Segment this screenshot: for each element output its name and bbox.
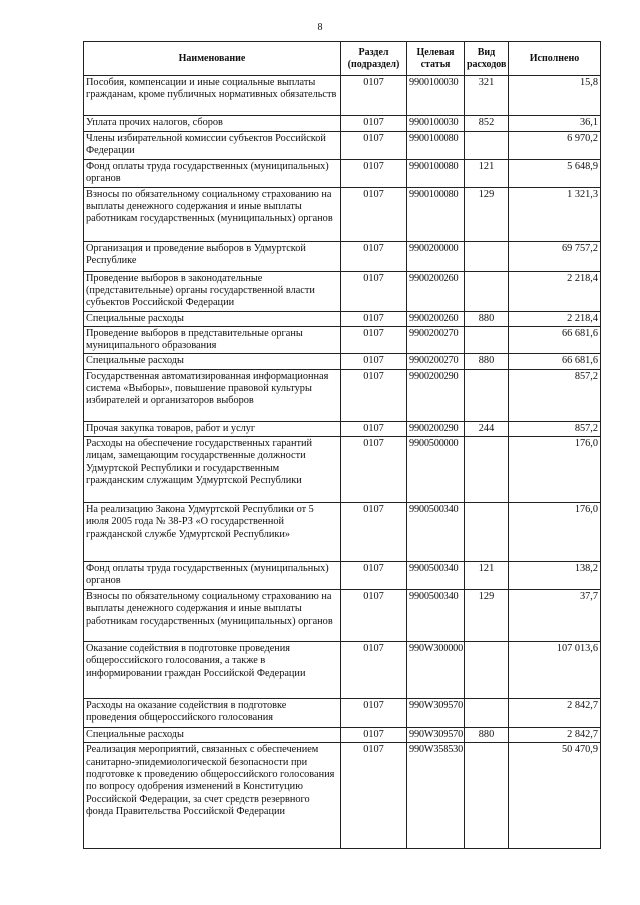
cell-name: Расходы на обеспечение государственных гарантий лицам, замещающим государственные должности Удмуртской Республики и государственным гражданским служащим Удмуртской Республики — [84, 437, 341, 503]
header-name: Наименование — [84, 42, 341, 76]
table-row — [84, 369, 601, 421]
cell-done: 50 470,9 — [509, 743, 601, 849]
cell-section: 0107 — [341, 699, 407, 728]
cell-section: 0107 — [341, 116, 407, 132]
cell-name: Фонд оплаты труда государственных (муниципальных) органов — [84, 159, 341, 187]
cell-article: 9900200260 — [407, 271, 465, 311]
table-row — [84, 241, 601, 271]
cell-name: Реализация мероприятий, связанных с обеспечением санитарно-эпидемиологической безопасности при подготовке к проведению общероссийского голосования по вопросу одобрения изменений в Конституцию Российской Федерации, за счет средств резервного фонда Правительства Российской Федерации — [84, 743, 341, 849]
cell-section: 0107 — [341, 354, 407, 369]
table-row — [84, 116, 601, 132]
cell-done: 66 681,6 — [509, 354, 601, 369]
cell-name: Взносы по обязательному социальному страхованию на выплаты денежного содержания и иные выплаты работникам государственных (муниципальных) органов — [84, 187, 341, 241]
table-row — [84, 642, 601, 699]
cell-name: Проведение выборов в законодательные (представительные) органы государственной власти субъектов Российской Федерации — [84, 271, 341, 311]
cell-kind — [465, 699, 509, 728]
table-row — [84, 326, 601, 354]
cell-done: 176,0 — [509, 503, 601, 562]
cell-kind — [465, 271, 509, 311]
cell-kind — [465, 437, 509, 503]
table-row — [84, 590, 601, 642]
header-section: Раздел (подраздел) — [341, 42, 407, 76]
cell-name: Пособия, компенсации и иные социальные выплаты гражданам, кроме публичных нормативных обязательств — [84, 76, 341, 116]
cell-section: 0107 — [341, 311, 407, 326]
cell-name: Специальные расходы — [84, 354, 341, 369]
cell-name: Члены избирательной комиссии субъектов Российской Федерации — [84, 132, 341, 160]
table-row — [84, 743, 601, 849]
table-row — [84, 562, 601, 590]
cell-article: 9900200290 — [407, 421, 465, 436]
cell-done: 69 757,2 — [509, 241, 601, 271]
cell-kind: 880 — [465, 354, 509, 369]
cell-article: 9900500340 — [407, 503, 465, 562]
cell-article: 9900200290 — [407, 369, 465, 421]
cell-kind — [465, 642, 509, 699]
cell-article: 9900100030 — [407, 76, 465, 116]
cell-article: 9900200000 — [407, 241, 465, 271]
cell-article: 990W300000 — [407, 642, 465, 699]
cell-kind: 852 — [465, 116, 509, 132]
cell-kind — [465, 369, 509, 421]
cell-name: Прочая закупка товаров, работ и услуг — [84, 421, 341, 436]
cell-kind: 129 — [465, 590, 509, 642]
cell-article: 9900200270 — [407, 326, 465, 354]
cell-done: 176,0 — [509, 437, 601, 503]
page-number: 8 — [317, 22, 323, 33]
cell-article: 9900200260 — [407, 311, 465, 326]
cell-section: 0107 — [341, 728, 407, 743]
cell-kind — [465, 241, 509, 271]
cell-kind: 244 — [465, 421, 509, 436]
cell-done: 37,7 — [509, 590, 601, 642]
cell-done: 857,2 — [509, 369, 601, 421]
cell-kind: 121 — [465, 562, 509, 590]
cell-section: 0107 — [341, 743, 407, 849]
cell-done: 66 681,6 — [509, 326, 601, 354]
expenditure-table — [83, 41, 601, 849]
table-row — [84, 159, 601, 187]
cell-section: 0107 — [341, 187, 407, 241]
cell-name: Уплата прочих налогов, сборов — [84, 116, 341, 132]
cell-section: 0107 — [341, 562, 407, 590]
cell-article: 990W358530 — [407, 743, 465, 849]
cell-section: 0107 — [341, 271, 407, 311]
cell-name: Фонд оплаты труда государственных (муниципальных) органов — [84, 562, 341, 590]
cell-name: Специальные расходы — [84, 311, 341, 326]
cell-done: 138,2 — [509, 562, 601, 590]
cell-section: 0107 — [341, 241, 407, 271]
cell-section: 0107 — [341, 76, 407, 116]
cell-article: 9900200270 — [407, 354, 465, 369]
table-row — [84, 437, 601, 503]
cell-done: 6 970,2 — [509, 132, 601, 160]
cell-article: 9900100080 — [407, 187, 465, 241]
cell-kind — [465, 503, 509, 562]
cell-article: 9900500340 — [407, 562, 465, 590]
cell-done: 1 321,3 — [509, 187, 601, 241]
cell-kind: 321 — [465, 76, 509, 116]
cell-name: Расходы на оказание содействия в подготовке проведения общероссийского голосования — [84, 699, 341, 728]
cell-name: Организация и проведение выборов в Удмуртской Республике — [84, 241, 341, 271]
cell-section: 0107 — [341, 132, 407, 160]
cell-done: 2 842,7 — [509, 699, 601, 728]
table-header-row — [84, 42, 601, 76]
cell-name: Проведение выборов в представительные органы муниципального образования — [84, 326, 341, 354]
table-row — [84, 699, 601, 728]
cell-done: 5 648,9 — [509, 159, 601, 187]
cell-kind — [465, 132, 509, 160]
table-row — [84, 503, 601, 562]
cell-article: 9900500000 — [407, 437, 465, 503]
header-done: Исполнено — [509, 42, 601, 76]
cell-kind — [465, 326, 509, 354]
cell-name: Государственная автоматизированная информационная система «Выборы», повышение правовой культуры избирателей и организаторов выборов — [84, 369, 341, 421]
table-row — [84, 311, 601, 326]
cell-section: 0107 — [341, 590, 407, 642]
cell-done: 2 218,4 — [509, 271, 601, 311]
cell-kind — [465, 743, 509, 849]
table-row — [84, 271, 601, 311]
cell-article: 9900100030 — [407, 116, 465, 132]
cell-article: 990W309570 — [407, 699, 465, 728]
cell-section: 0107 — [341, 503, 407, 562]
cell-kind: 880 — [465, 728, 509, 743]
table-row — [84, 76, 601, 116]
cell-kind: 129 — [465, 187, 509, 241]
cell-kind: 121 — [465, 159, 509, 187]
cell-done: 857,2 — [509, 421, 601, 436]
cell-name: Оказание содействия в подготовке проведения общероссийского голосования, а также в информировании граждан Российской Федерации — [84, 642, 341, 699]
cell-section: 0107 — [341, 326, 407, 354]
cell-section: 0107 — [341, 437, 407, 503]
cell-name: На реализацию Закона Удмуртской Республики от 5 июля 2005 года № 38-РЗ «О государственной гражданской службе Удмуртской Республики» — [84, 503, 341, 562]
table-row — [84, 132, 601, 160]
cell-done: 15,8 — [509, 76, 601, 116]
cell-done: 36,1 — [509, 116, 601, 132]
cell-section: 0107 — [341, 421, 407, 436]
cell-kind: 880 — [465, 311, 509, 326]
cell-done: 2 218,4 — [509, 311, 601, 326]
cell-done: 107 013,6 — [509, 642, 601, 699]
cell-article: 9900100080 — [407, 159, 465, 187]
cell-article: 990W309570 — [407, 728, 465, 743]
table-row — [84, 421, 601, 436]
cell-section: 0107 — [341, 159, 407, 187]
cell-article: 9900500340 — [407, 590, 465, 642]
table-row — [84, 354, 601, 369]
cell-name: Взносы по обязательному социальному страхованию на выплаты денежного содержания и иные выплаты работникам государственных (муниципальных) органов — [84, 590, 341, 642]
cell-section: 0107 — [341, 642, 407, 699]
header-article: Целевая статья — [407, 42, 465, 76]
cell-name: Специальные расходы — [84, 728, 341, 743]
table-row — [84, 728, 601, 743]
header-kind: Вид расходов — [465, 42, 509, 76]
table-row — [84, 187, 601, 241]
cell-section: 0107 — [341, 369, 407, 421]
cell-article: 9900100080 — [407, 132, 465, 160]
cell-done: 2 842,7 — [509, 728, 601, 743]
